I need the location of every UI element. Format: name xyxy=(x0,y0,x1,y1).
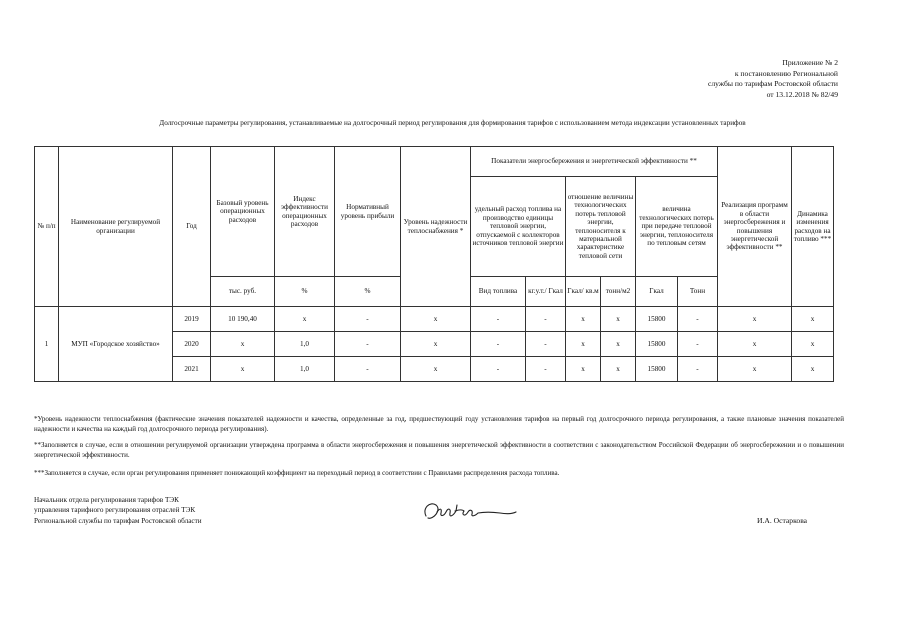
header-programs: Реализация программ в области энергосбережения и повышения энергетической эффективности ** xyxy=(718,147,792,307)
header-fuel-rate: удельный расход топлива на производство единицы тепловой энергии, отпускаемой с коллекторов источников тепловой энергии xyxy=(471,177,566,277)
signature-position-line: Региональной службы по тарифам Ростовской области xyxy=(34,516,202,525)
cell-year: 2020 xyxy=(173,332,211,357)
cell-ratio-2: х xyxy=(601,307,636,332)
cell-year: 2019 xyxy=(173,307,211,332)
signature-block xyxy=(34,495,202,526)
appendix-line: Приложение № 2 xyxy=(782,58,838,67)
appendix-line: службы по тарифам Ростовской области xyxy=(707,79,838,89)
cell-ratio-2: х xyxy=(601,332,636,357)
cell-fuel-type: - xyxy=(471,357,526,382)
header-profit: Нормативный уровень прибыли xyxy=(335,147,401,277)
cell-fuel-type: - xyxy=(471,307,526,332)
cell-programs: х xyxy=(718,357,792,382)
cell-profit: - xyxy=(335,357,401,382)
header-reliability: Уровень надежности теплоснабжения * xyxy=(401,147,471,307)
cell-dynamics: х xyxy=(792,332,834,357)
cell-index: х xyxy=(275,307,335,332)
cell-dynamics: х xyxy=(792,307,834,332)
cell-fuel-rate: - xyxy=(526,357,566,382)
cell-profit: - xyxy=(335,332,401,357)
cell-loss-2: - xyxy=(678,332,718,357)
cell-dynamics: х xyxy=(792,357,834,382)
cell-ratio-2: х xyxy=(601,357,636,382)
cell-loss-2: - xyxy=(678,357,718,382)
footnote-reliability: *Уровень надежности теплоснабжения (фактические значения показателей надежности и качества, определенные за год, предшествующий году установления тарифов на первый год долгосрочного периода регулирования, а также плановые значения показателей надежности и качества на каждый год долгосрочного периода регулирования). xyxy=(34,415,844,434)
cell-base: 10 190,40 xyxy=(211,307,275,332)
signature-position-line: управления тарифного регулирования отраслей ТЭК xyxy=(34,506,196,515)
unit-ratio-2: тонн/м2 xyxy=(601,277,636,307)
appendix-line: от 13.12.2018 № 82/49 xyxy=(766,89,838,99)
header-index: Индекс эффективности операционных расходов xyxy=(275,147,335,277)
handwritten-signature xyxy=(420,496,540,530)
cell-fuel-rate: - xyxy=(526,307,566,332)
cell-loss-1: 15800 xyxy=(636,332,678,357)
cell-reliability: х xyxy=(401,307,471,332)
cell-loss-1: 15800 xyxy=(636,307,678,332)
unit-index: % xyxy=(275,277,335,307)
cell-profit: - xyxy=(335,307,401,332)
header-num: № п/п xyxy=(35,147,59,307)
cell-fuel-type: - xyxy=(471,332,526,357)
unit-fuel-type: Вид топлива xyxy=(471,277,526,307)
cell-index: 1,0 xyxy=(275,332,335,357)
header-loss-value: величина технологических потерь при передаче тепловой энергии, теплоносителя по тепловым сетям xyxy=(636,177,718,277)
header-year: Год xyxy=(173,147,211,307)
cell-reliability: х xyxy=(401,357,471,382)
header-loss-ratio: отношение величины технологических потерь тепловой энергии, теплоносителя к материальной характеристике тепловой сети xyxy=(566,177,636,277)
unit-ratio-1: Гкал/ кв.м xyxy=(566,277,601,307)
document-title: Долгосрочные параметры регулирования, устанавливаемые на долгосрочный период регулирования для формирования тарифов с использованием метода индексации установленных тарифов xyxy=(159,119,746,127)
unit-loss-1: Гкал xyxy=(636,277,678,307)
cell-index: 1,0 xyxy=(275,357,335,382)
unit-base: тыс. руб. xyxy=(211,277,275,307)
cell-ratio-1: х xyxy=(566,357,601,382)
header-dynamics: Динамика изменения расходов на топливо *** xyxy=(792,147,834,307)
unit-fuel: кг.у.т./ Гкал xyxy=(526,277,566,307)
appendix-header xyxy=(708,58,838,100)
row-num: 1 xyxy=(35,307,59,382)
cell-ratio-1: х xyxy=(566,307,601,332)
cell-programs: х xyxy=(718,307,792,332)
unit-loss-2: Тонн xyxy=(678,277,718,307)
header-energy-group: Показатели энергосбережения и энергетической эффективности ** xyxy=(471,147,718,177)
org-name: МУП «Городское хозяйство» xyxy=(59,307,173,382)
cell-year: 2021 xyxy=(173,357,211,382)
cell-programs: х xyxy=(718,332,792,357)
signatory-name: И.А. Остаркова xyxy=(757,516,808,525)
header-base: Базовый уровень операционных расходов xyxy=(211,147,275,277)
footnote-energy: **Заполняется в случае, если в отношении регулируемой организации утверждена программа в области энергосбережения и повышения энергетической эффективности в соответствии с законодательством Российской Федерации об энергосбережении и о повышении энергетической эффективности. xyxy=(34,441,844,460)
table-row xyxy=(35,307,834,332)
cell-fuel-rate: - xyxy=(526,332,566,357)
signature-position-line: Начальник отдела регулирования тарифов ТЭК xyxy=(34,496,179,504)
appendix-line: к постановлению Региональной xyxy=(734,68,838,78)
unit-profit: % xyxy=(335,277,401,307)
cell-loss-1: 15800 xyxy=(636,357,678,382)
cell-ratio-1: х xyxy=(566,332,601,357)
cell-base: х xyxy=(211,332,275,357)
cell-base: х xyxy=(211,357,275,382)
parameters-table xyxy=(34,146,834,382)
footnote-fuel: ***Заполняется в случае, если орган регулирования применяет понижающий коэффициент на переходный период в соответствии с Правилами распределения расхода топлива. xyxy=(34,469,560,477)
cell-reliability: х xyxy=(401,332,471,357)
cell-loss-2: - xyxy=(678,307,718,332)
header-org: Наименование регулируемой организации xyxy=(59,147,173,307)
